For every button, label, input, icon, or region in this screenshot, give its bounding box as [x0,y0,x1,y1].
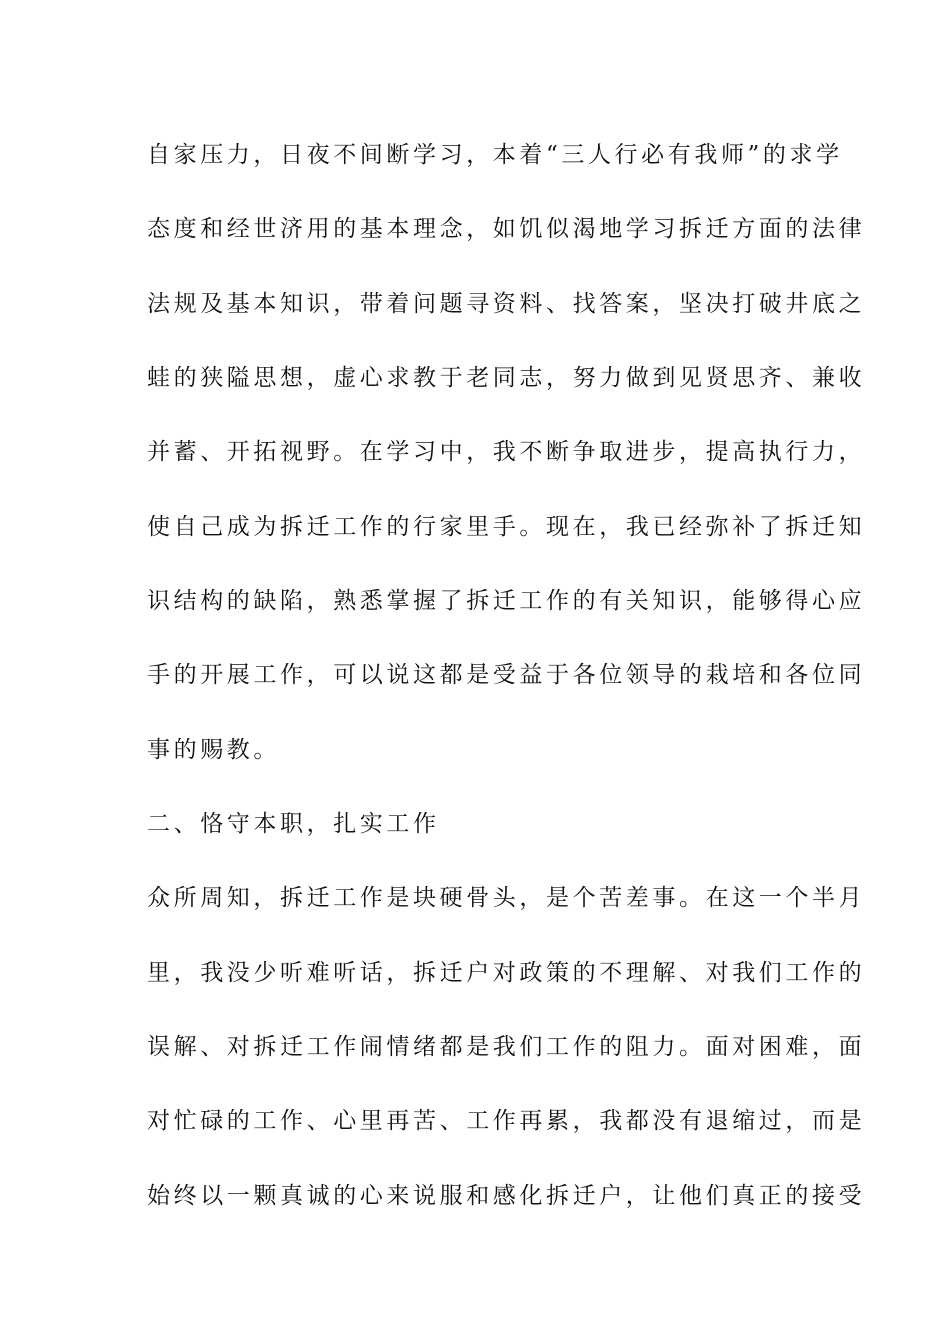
body-text-line: 蛙的狭隘思想，虚心求教于老同志，努力做到见贤思齐、兼收 [147,365,866,391]
body-text-line: 里，我没少听难听话，拆迁户对政策的不理解、对我们工作的 [147,960,866,986]
body-text-line: 众所周知，拆迁工作是块硬骨头，是个苦差事。在这一个半月 [147,885,866,911]
body-text-line: 始终以一颗真诚的心来说服和感化拆迁户，让他们真正的接受 [147,1183,866,1209]
body-text-line: 法规及基本知识，带着问题寻资料、找答案，坚决打破井底之 [147,291,866,317]
body-text-line: 使自己成为拆迁工作的行家里手。现在，我已经弥补了拆迁知 [147,514,866,540]
section-heading: 二、恪守本职，扎实工作 [147,811,440,837]
body-text-line: 并蓄、开拓视野。在学习中，我不断争取进步，提高执行力， [147,439,866,465]
body-text-line: 误解、对拆迁工作闹情绪都是我们工作的阻力。面对困难，面 [147,1034,866,1060]
body-text-line: 事的赐教。 [147,737,280,763]
body-text-line: 对忙碌的工作、心里再苦、工作再累，我都没有退缩过，而是 [147,1108,866,1134]
body-text-line: 识结构的缺陷，熟悉掌握了拆迁工作的有关知识，能够得心应 [147,588,866,614]
body-text-line: 自家压力，日夜不间断学习，本着“三人行必有我师”的求学 [147,142,843,168]
body-text-line: 态度和经世济用的基本理念，如饥似渴地学习拆迁方面的法律 [147,216,866,242]
body-text-line: 手的开展工作，可以说这都是受益于各位领导的栽培和各位同 [147,662,866,688]
